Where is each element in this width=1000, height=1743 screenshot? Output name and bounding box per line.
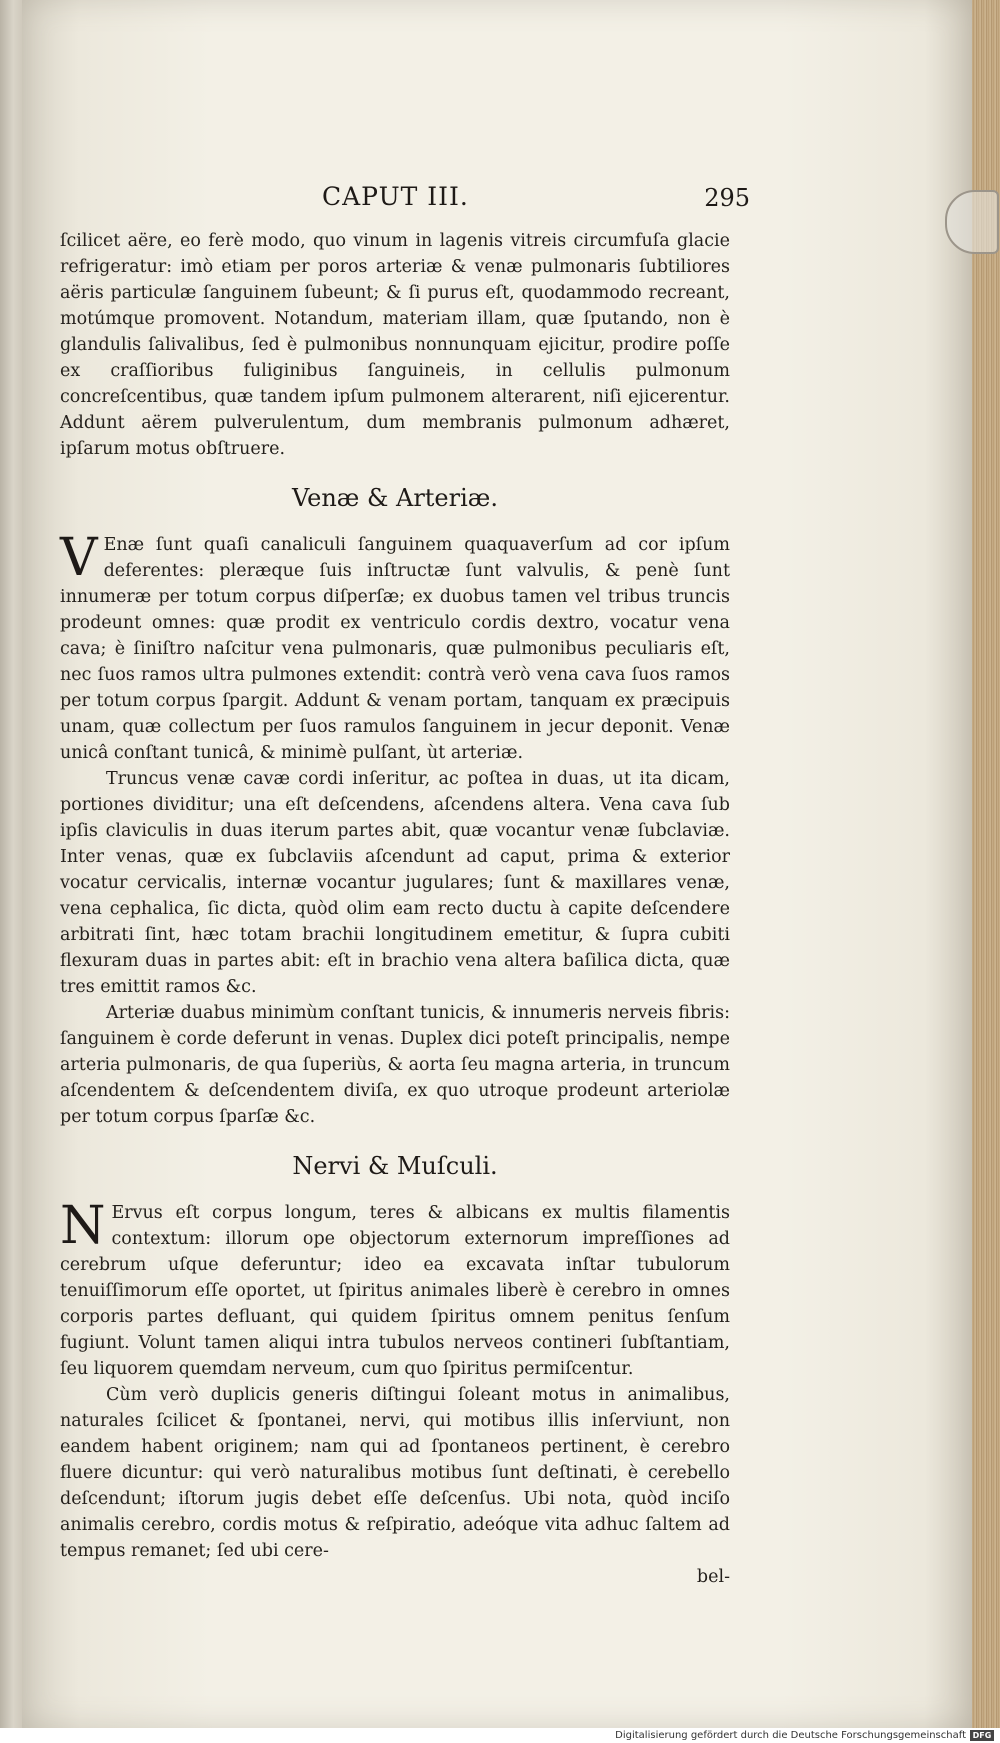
dfg-logo: DFG xyxy=(970,1730,994,1741)
paragraph-6: Cùm verò duplicis generis diſtingui ſoleant motus in animalibus, naturales ſcilicet & ſpontanei, nervi, qui motibus illis inſerviunt, non eandem habent originem; nam qui ad ſpontaneos pertinent, è cerebro fluere dicuntur: qui verò naturalibus motibus ſunt deſtinati, è cerebello deſcendunt; iſtorum jugis debet eſſe deſcenſus. Ubi nota, quòd inciſo animalis cerebro, cordis motus & reſpiratio, adeóque vita adhuc ſaltem ad tempus remanet; ſed ubi cere- xyxy=(60,1385,730,1561)
facing-page-edge xyxy=(0,0,22,1743)
paragraph-5-text: Ervus eſt corpus longum, teres & albicans ex multis filamentis contextum: illorum ope objectorum externorum impreſſiones ad cerebrum uſque deferuntur; ideo ea excavata inſtar tubulorum tenuiſſimorum eſſe oportet, ut ſpiritus animales liberè è cerebro in omnes corporis partes defluant, qui quidem ſpiritus omnem penitus ſenſum fugiunt. Volunt tamen aliqui intra tubulos nerveos contineri ſubſtantiam, ſeu liquorem quemdam nerveum, cum quo ſpiritus permiſcentur. xyxy=(60,1203,730,1379)
page-header xyxy=(60,182,750,222)
section-heading-venae: Venæ & Arteriæ. xyxy=(292,484,498,512)
page-number: 295 xyxy=(704,184,750,212)
page-stack-edge xyxy=(972,0,1000,1728)
section-heading-nervi: Nervi & Muſculi. xyxy=(292,1152,498,1180)
paragraph-1: ſcilicet aëre, eo ferè modo, quo vinum in lagenis vitreis circumfuſa glacie refrigeratur: imò etiam per poros arteriæ & venæ pulmonaris ſubtiliores aëris particulæ ſanguinem ſubeunt; & ſi purus eſt, quodammodo recreant, motúmque promovent. Notandum, materiam illam, quæ ſputando, non è glandulis ſalivalibus, ſed è pulmonibus nonnunquam ejicitur, prodire poſſe ex craſſioribus fuliginibus ſanguineis, in cellulis pulmonum concreſcentibus, quæ tandem ipſum pulmonem alterarent, niſi ejicerentur. Addunt aërem pulverulentum, dum membranis pulmonum adhæret, ipſarum motus obſtruere. xyxy=(60,231,730,459)
paragraph-2 xyxy=(60,528,730,766)
paragraph-5 xyxy=(60,1196,730,1382)
drop-cap-v: V xyxy=(60,528,98,588)
paragraph-2-text: Enæ ſunt quaſi canaliculi ſanguinem quaquaverſum ad cor ipſum deferentes: pleræque ſuis inſtructæ ſunt valvulis, & penè ſunt innumeræ per totum corpus diſperſæ; ex duobus tamen vel tribus truncis prodeunt omnes: quæ prodit ex ventriculo cordis dextro, vocatur vena cava; è ſiniſtro naſcitur vena pulmonaris, quæ pulmonibus peculiaris eſt, nec ſuos ramos ultra pulmones extendit: contrà verò vena cava ſuos ramos per totum corpus ſpargit. Addunt & venam portam, tanquam ex præcipuis unam, quæ collectum per ſuos ramulos ſanguinem in jecur deponit. Venæ unicâ conſtant tunicâ, & minimè pulſant, ùt arteriæ. xyxy=(60,535,730,763)
paragraph-4: Arteriæ duabus minimùm conſtant tunicis, & innumeris nerveis fibris: ſanguinem è corde deferunt in venas. Duplex dici poteſt principalis, nempe arteria pulmonaris, de qua ſuperiùs, & aorta ſeu magna arteria, in truncum aſcendentem & deſcendentem diviſa, ex quo utroque prodeunt arteriolæ per totum corpus ſparſæ &c. xyxy=(60,1003,730,1127)
drop-cap-n: N xyxy=(60,1196,106,1256)
catchword: bel- xyxy=(696,1567,730,1587)
paragraph-3: Truncus venæ cavæ cordi inſeritur, ac poſtea in duas, ut ita dicam, portiones dividitur; una eſt deſcendens, aſcendens altera. Vena cava ſub ipſis claviculis in duas iterum partes abit, quæ vocantur venæ ſubclaviæ. Inter venas, quæ ex ſubclaviis aſcendunt ad caput, prima & exterior vocatur cervicalis, internæ vocantur jugulares; ſunt & maxillares venæ, vena cephalica, ſic dicta, quòd olim eam recto ductu à capite deſcendere arbitrati ſint, hæc totam brachii longitudinem emetitur, & ſupra cubiti flexuram duas in partes abit: eſt in brachio vena altera baſilica dicta, quæ tres emittit ramos &c. xyxy=(60,769,730,997)
running-head: CAPUT III. xyxy=(322,182,469,211)
digitization-credit: Digitalisierung gefördert durch die Deutsche Forschungsgemeinschaft xyxy=(615,1730,966,1741)
main-text xyxy=(60,228,730,1590)
page-clip xyxy=(945,190,999,254)
